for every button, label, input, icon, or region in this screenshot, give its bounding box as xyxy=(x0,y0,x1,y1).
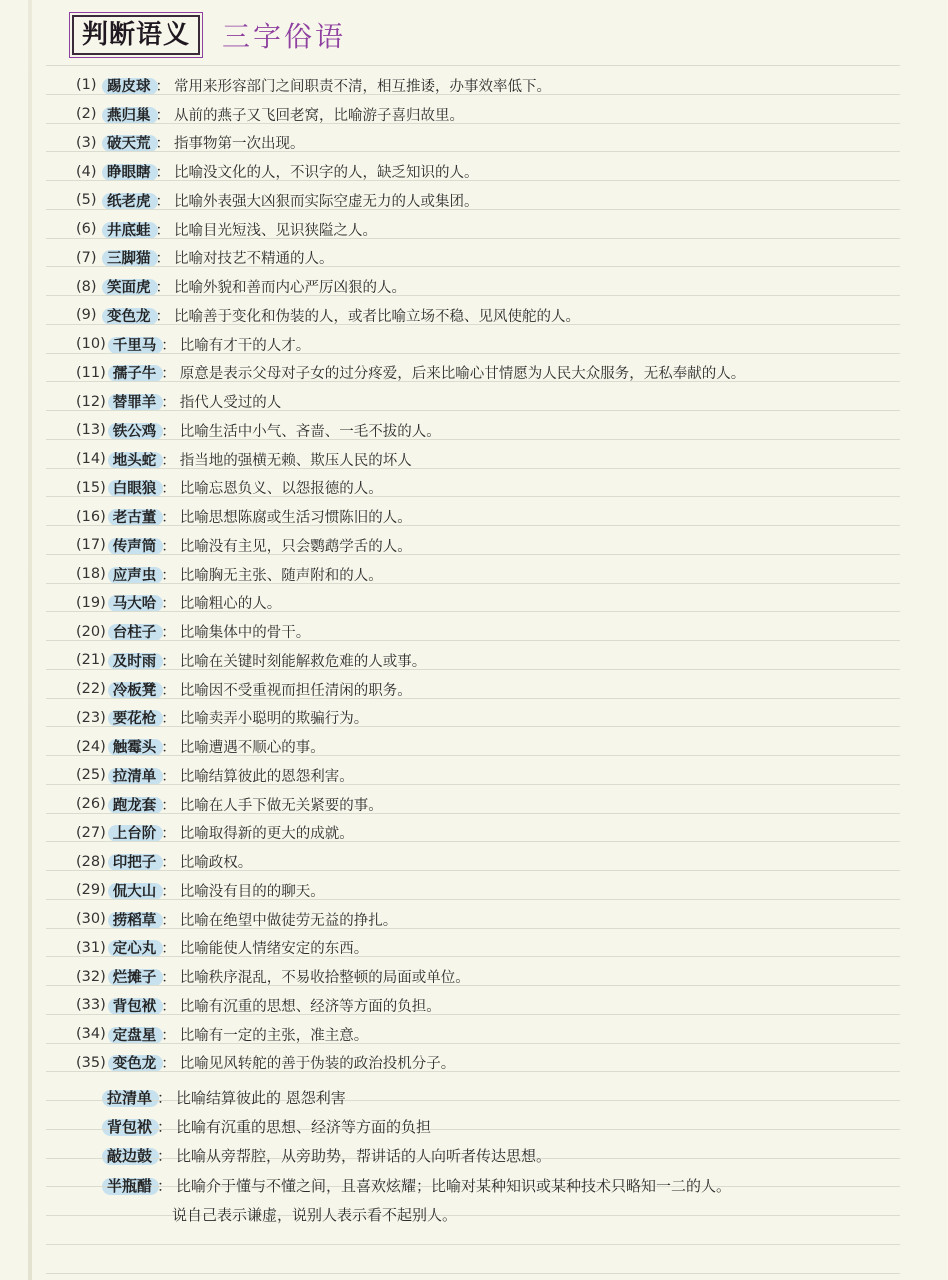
item-term: 台柱子 xyxy=(110,621,160,642)
item-term: 千里马 xyxy=(110,334,160,355)
item-definition: 比喻粗心的人。 xyxy=(179,596,282,613)
item-colon: ： xyxy=(161,596,176,613)
page-header xyxy=(72,12,346,58)
item-colon: ： xyxy=(155,193,170,210)
item-colon: ： xyxy=(161,423,176,440)
item-term: 拉清单 xyxy=(104,1087,155,1108)
item-definition: 比喻有沉重的思想、经济等方面的负担 xyxy=(176,1118,432,1137)
item-number: (15) xyxy=(76,479,106,496)
item-definition: 比喻秩序混乱，不易收拾整顿的局面或单位。 xyxy=(179,970,470,987)
item-number: (1) xyxy=(76,77,97,94)
list-item xyxy=(76,761,906,790)
list-item xyxy=(76,416,906,445)
item-colon: ： xyxy=(161,912,176,929)
item-definition: 比喻在关键时刻能解救危难的人或事。 xyxy=(179,653,427,670)
item-term: 笑面虎 xyxy=(104,276,154,297)
list-item xyxy=(76,1049,906,1078)
list-item xyxy=(76,387,906,416)
item-colon: ： xyxy=(161,452,176,469)
item-colon: ： xyxy=(161,855,176,872)
item-term: 触霉头 xyxy=(110,736,160,757)
item-number: (11) xyxy=(76,364,106,381)
item-definition: 比喻善于变化和伪装的人，或者比喻立场不稳、见风使舵的人。 xyxy=(174,308,580,325)
item-term: 变色龙 xyxy=(104,305,154,326)
item-colon: ： xyxy=(157,1147,173,1166)
item-term: 跑龙套 xyxy=(110,794,160,815)
category-tag: 判断语义 xyxy=(72,15,200,55)
item-term: 拉清单 xyxy=(110,765,160,786)
item-number: (28) xyxy=(76,853,106,870)
item-number: (33) xyxy=(76,997,106,1014)
item-definition: 比喻目光短浅、见识狭隘之人。 xyxy=(174,222,377,239)
item-term: 孺子牛 xyxy=(110,362,160,383)
item-number: (25) xyxy=(76,767,106,784)
list-item xyxy=(76,560,906,589)
item-colon: ： xyxy=(161,768,176,785)
item-term: 替罪羊 xyxy=(110,391,160,412)
list-item xyxy=(76,272,906,301)
item-number: (29) xyxy=(76,882,106,899)
list-item xyxy=(76,905,906,934)
item-number: (23) xyxy=(76,709,106,726)
item-term: 睁眼瞎 xyxy=(104,161,154,182)
list-item xyxy=(76,790,906,819)
item-definition: 比喻政权。 xyxy=(179,855,253,872)
supplementary-list xyxy=(104,1083,904,1229)
item-number: (14) xyxy=(76,451,106,468)
supplementary-item xyxy=(104,1083,904,1112)
item-definition: 指当地的强横无赖、欺压人民的坏人 xyxy=(179,452,412,469)
item-definition: 比喻有沉重的思想、经济等方面的负担。 xyxy=(179,998,441,1015)
list-item xyxy=(76,100,906,129)
item-term: 捞稻草 xyxy=(110,909,160,930)
supplementary-item xyxy=(104,1141,904,1170)
item-term: 及时雨 xyxy=(110,650,160,671)
item-term: 背包袱 xyxy=(110,995,160,1016)
page-binding-edge xyxy=(28,0,32,1280)
list-item xyxy=(76,157,906,186)
item-term: 背包袱 xyxy=(104,1116,155,1137)
list-item xyxy=(76,847,906,876)
list-item xyxy=(76,962,906,991)
list-item xyxy=(76,934,906,963)
item-term: 燕归巢 xyxy=(104,104,154,125)
item-definition: 比喻遭遇不顺心的事。 xyxy=(179,740,325,757)
item-number: (27) xyxy=(76,824,106,841)
list-item xyxy=(76,244,906,273)
item-colon: ： xyxy=(161,567,176,584)
item-term: 铁公鸡 xyxy=(110,420,160,441)
page-title: 三字俗语 xyxy=(222,20,347,53)
list-item xyxy=(76,129,906,158)
item-definition: 比喻外貌和善而内心严厉凶狠的人。 xyxy=(174,280,406,297)
item-number: (20) xyxy=(76,623,106,640)
item-colon: ： xyxy=(155,222,170,239)
item-colon: ： xyxy=(161,366,176,383)
item-term: 踢皮球 xyxy=(104,75,154,96)
ruled-line xyxy=(46,65,900,66)
item-term: 马大哈 xyxy=(110,592,160,613)
item-number: (21) xyxy=(76,652,106,669)
item-term: 半瓶醋 xyxy=(104,1175,155,1196)
item-colon: ： xyxy=(161,711,176,728)
item-colon: ： xyxy=(161,883,176,900)
item-term: 老古董 xyxy=(110,506,160,527)
item-term: 侃大山 xyxy=(110,880,160,901)
definition-continuation: 说自己表示谦虚，说别人表示看不起别人。 xyxy=(172,1205,458,1224)
item-definition: 指事物第一次出现。 xyxy=(174,136,305,153)
item-colon: ： xyxy=(161,510,176,527)
item-colon: ： xyxy=(161,826,176,843)
item-number: (17) xyxy=(76,537,106,554)
item-term: 定盘星 xyxy=(110,1024,160,1045)
supplementary-item xyxy=(104,1171,904,1200)
item-term: 变色龙 xyxy=(110,1052,160,1073)
list-item xyxy=(76,617,906,646)
item-term: 要花枪 xyxy=(110,707,160,728)
item-definition: 比喻结算彼此的恩怨利害。 xyxy=(179,768,354,785)
list-item xyxy=(76,186,906,215)
item-definition: 常用来形容部门之间职责不清，相互推诿，办事效率低下。 xyxy=(174,78,551,95)
item-colon: ： xyxy=(155,280,170,297)
list-item xyxy=(76,301,906,330)
item-number: (12) xyxy=(76,393,106,410)
item-colon: ： xyxy=(161,970,176,987)
item-colon: ： xyxy=(155,165,170,182)
item-colon: ： xyxy=(155,136,170,153)
supplementary-item xyxy=(104,1112,904,1141)
item-definition: 比喻没有主见，只会鹦鹉学舌的人。 xyxy=(179,538,412,555)
item-definition: 比喻思想陈腐或生活习惯陈旧的人。 xyxy=(179,510,412,527)
item-colon: ： xyxy=(161,337,176,354)
item-definition: 比喻在人手下做无关紧要的事。 xyxy=(179,797,383,814)
item-term: 井底蛙 xyxy=(104,219,154,240)
item-colon: ： xyxy=(155,107,170,124)
item-definition: 比喻从旁帮腔，从旁助势，帮讲话的人向听者传达思想。 xyxy=(176,1147,552,1166)
item-colon: ： xyxy=(161,625,176,642)
item-definition: 比喻有一定的主张，准主意。 xyxy=(179,1027,369,1044)
item-number: (35) xyxy=(76,1054,106,1071)
list-item xyxy=(76,675,906,704)
item-colon: ： xyxy=(161,481,176,498)
item-term: 冷板凳 xyxy=(110,679,160,700)
item-colon: ： xyxy=(161,740,176,757)
list-item xyxy=(76,330,906,359)
item-definition: 比喻外表强大凶狠而实际空虚无力的人或集团。 xyxy=(174,193,479,210)
item-colon: ： xyxy=(157,1176,173,1195)
item-definition: 比喻介于懂与不懂之间，且喜欢炫耀；比喻对某种知识或某种技术只略知一二的人。 xyxy=(176,1176,732,1195)
item-colon: ： xyxy=(155,251,170,268)
item-definition: 比喻对技艺不精通的人。 xyxy=(174,251,334,268)
list-item xyxy=(76,819,906,848)
list-item xyxy=(76,991,906,1020)
item-definition: 原意是表示父母对子女的过分疼爱，后来比喻心甘情愿为人民大众服务，无私奉献的人。 xyxy=(179,366,746,383)
item-number: (8) xyxy=(76,278,97,295)
item-term: 白眼狼 xyxy=(110,477,160,498)
list-item xyxy=(76,474,906,503)
item-number: (19) xyxy=(76,594,106,611)
item-term: 敲边鼓 xyxy=(104,1145,155,1166)
item-colon: ： xyxy=(161,395,176,412)
item-definition: 比喻没有目的的聊天。 xyxy=(179,883,325,900)
item-term: 传声筒 xyxy=(110,535,160,556)
idiom-list xyxy=(76,71,906,1077)
item-term: 破天荒 xyxy=(104,132,154,153)
item-term: 印把子 xyxy=(110,851,160,872)
item-definition: 比喻结算彼此的 恩怨利害 xyxy=(176,1089,346,1108)
list-item xyxy=(76,502,906,531)
item-term: 定心丸 xyxy=(110,937,160,958)
item-colon: ： xyxy=(157,1118,173,1137)
item-definition: 比喻没文化的人，不识字的人，缺乏知识的人。 xyxy=(174,165,479,182)
item-definition: 比喻卖弄小聪明的欺骗行为。 xyxy=(179,711,369,728)
list-item xyxy=(76,1020,906,1049)
item-colon: ： xyxy=(157,1089,173,1108)
item-definition: 比喻有才干的人才。 xyxy=(179,337,311,354)
item-number: (24) xyxy=(76,738,106,755)
ruled-line xyxy=(46,1244,900,1245)
item-number: (5) xyxy=(76,192,97,209)
item-definition: 比喻因不受重视而担任清闲的职务。 xyxy=(179,682,412,699)
list-item xyxy=(76,589,906,618)
item-definition: 比喻在绝望中做徒劳无益的挣扎。 xyxy=(179,912,398,929)
ruled-line xyxy=(46,1273,900,1274)
item-number: (30) xyxy=(76,911,106,928)
list-item xyxy=(76,732,906,761)
item-colon: ： xyxy=(161,941,176,958)
item-number: (2) xyxy=(76,106,97,123)
item-number: (10) xyxy=(76,336,106,353)
list-item xyxy=(76,531,906,560)
item-definition: 比喻生活中小气、吝啬、一毛不拔的人。 xyxy=(179,423,441,440)
item-number: (3) xyxy=(76,134,97,151)
item-colon: ： xyxy=(155,78,170,95)
item-number: (34) xyxy=(76,1026,106,1043)
item-colon: ： xyxy=(161,1027,176,1044)
item-term: 烂摊子 xyxy=(110,966,160,987)
list-item xyxy=(76,359,906,388)
list-item xyxy=(76,215,906,244)
item-definition: 比喻忘恩负义、以怨报德的人。 xyxy=(179,481,383,498)
item-definition: 从前的燕子又飞回老窝，比喻游子喜归故里。 xyxy=(174,107,464,124)
list-item xyxy=(76,876,906,905)
item-number: (18) xyxy=(76,566,106,583)
item-term: 三脚猫 xyxy=(104,247,154,268)
item-number: (16) xyxy=(76,508,106,525)
item-number: (7) xyxy=(76,249,97,266)
item-term: 地头蛇 xyxy=(110,449,160,470)
item-definition: 比喻见风转舵的善于伪装的政治投机分子。 xyxy=(179,1056,456,1073)
item-term: 应声虫 xyxy=(110,564,160,585)
item-colon: ： xyxy=(161,1056,176,1073)
item-colon: ： xyxy=(161,538,176,555)
item-number: (4) xyxy=(76,163,97,180)
item-definition: 比喻胸无主张、随声附和的人。 xyxy=(179,567,383,584)
item-colon: ： xyxy=(161,653,176,670)
item-number: (9) xyxy=(76,307,97,324)
item-colon: ： xyxy=(155,308,170,325)
item-number: (6) xyxy=(76,221,97,238)
item-number: (13) xyxy=(76,422,106,439)
item-definition: 指代人受过的人 xyxy=(179,395,282,412)
list-item xyxy=(76,445,906,474)
item-colon: ： xyxy=(161,682,176,699)
item-definition: 比喻取得新的更大的成就。 xyxy=(179,826,354,843)
item-definition: 比喻能使人情绪安定的东西。 xyxy=(179,941,369,958)
item-term: 纸老虎 xyxy=(104,190,154,211)
item-definition: 比喻集体中的骨干。 xyxy=(179,625,311,642)
item-number: (31) xyxy=(76,939,106,956)
item-term: 上台阶 xyxy=(110,822,160,843)
item-number: (26) xyxy=(76,796,106,813)
item-number: (22) xyxy=(76,681,106,698)
list-item xyxy=(76,646,906,675)
item-colon: ： xyxy=(161,998,176,1015)
item-colon: ： xyxy=(161,797,176,814)
list-item xyxy=(76,71,906,100)
item-number: (32) xyxy=(76,968,106,985)
list-item xyxy=(76,704,906,733)
